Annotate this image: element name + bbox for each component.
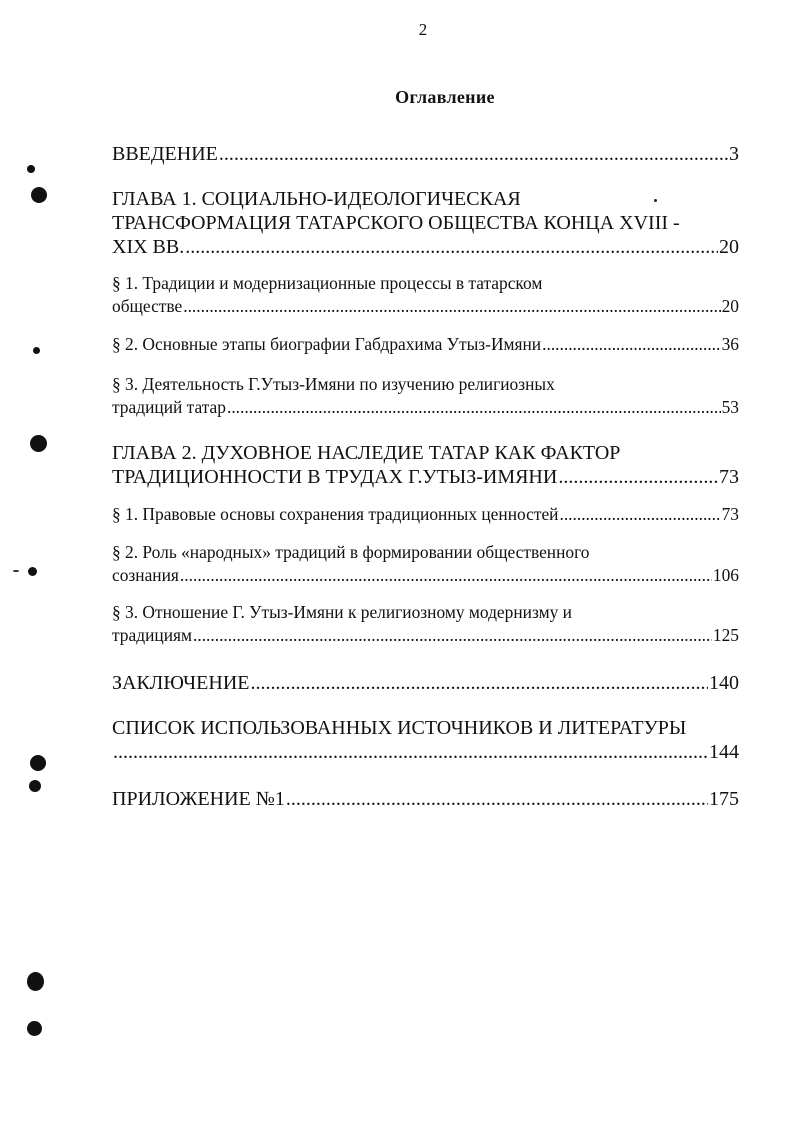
- punch-hole-mark: [27, 165, 35, 173]
- dot-leader: [180, 564, 712, 587]
- toc-entry-concl: [112, 671, 739, 695]
- toc-entry-text: традиций татар: [112, 397, 226, 417]
- toc-entry-line: § 3. Деятельность Г.Утыз-Имяни по изучению религиозных: [112, 374, 555, 394]
- toc-entry-line: ГЛАВА 1. СОЦИАЛЬНО-ИДЕОЛОГИЧЕСКАЯ: [112, 188, 521, 210]
- dot-leader: [559, 503, 720, 526]
- toc-entry-line: § 2. Роль «народных» традиций в формировании общественного: [112, 542, 590, 562]
- toc-page-number: 140: [709, 672, 739, 694]
- punch-hole-mark: [33, 347, 40, 354]
- toc-page-number: 36: [721, 334, 739, 354]
- toc-page-number: 73: [721, 504, 739, 524]
- toc-page-number: 3: [729, 143, 739, 165]
- toc-entry-sources: [112, 716, 739, 764]
- dot-leader: [113, 740, 708, 764]
- toc-entry-leader-line: [112, 503, 739, 526]
- toc-entry-leader-line: [112, 295, 739, 318]
- toc-entry-leader-line: [112, 624, 739, 647]
- toc-entry-line: ГЛАВА 2. ДУХОВНОЕ НАСЛЕДИЕ ТАТАР КАК ФАКТОР: [112, 442, 621, 464]
- dot-leader: [183, 295, 720, 318]
- toc-entry-leader-line: [112, 787, 739, 811]
- punch-hole-mark: [29, 780, 41, 792]
- toc-page-number: 73: [719, 466, 739, 488]
- toc-page-number: 175: [709, 788, 739, 810]
- toc-title: Оглавление: [395, 87, 495, 107]
- dot-leader: [250, 671, 708, 695]
- toc-entry-leader-line: [112, 235, 739, 259]
- toc-entry-ch2: [112, 441, 739, 489]
- toc-entry-text: традициям: [112, 625, 192, 645]
- toc-entry-leader-line: [112, 465, 739, 489]
- punch-hole-mark: [31, 187, 47, 203]
- toc-entry-s2_2: [112, 541, 739, 587]
- toc-page-number: 144: [709, 741, 739, 763]
- punch-hole-mark: [30, 755, 46, 771]
- toc-page-number: 20: [719, 236, 739, 258]
- toc-entry-text: ЗАКЛЮЧЕНИЕ: [112, 672, 250, 694]
- toc-entry-leader-line: [112, 671, 739, 695]
- toc-entry-text: § 2. Основные этапы биографии Габдрахима Утыз-Имяни: [112, 334, 542, 354]
- toc-entry-s2_1: [112, 503, 739, 526]
- toc-entry-leader-line: [112, 740, 739, 764]
- toc-entry-s2_3: [112, 601, 739, 647]
- dot-leader: [542, 333, 720, 356]
- dot-leader: [286, 787, 708, 811]
- toc-page-number: 106: [712, 565, 739, 585]
- toc-entry-leader-line: [112, 564, 739, 587]
- toc-entry-text: XIX ВВ.: [112, 236, 185, 258]
- toc-entry-leader-line: [112, 142, 739, 166]
- toc-entry-s1_3: [112, 373, 739, 419]
- punch-hole-mark: [28, 567, 37, 576]
- toc-entry-text: ВВЕДЕНИЕ: [112, 143, 218, 165]
- toc-entry-s1_2: [112, 333, 739, 356]
- toc-entry-leader-line: [112, 333, 739, 356]
- toc-entry-text: ПРИЛОЖЕНИЕ №1: [112, 788, 285, 810]
- toc-entry-s1_1: [112, 272, 739, 318]
- toc-entry-text: сознания: [112, 565, 179, 585]
- toc-entry-line: § 3. Отношение Г. Утыз-Имяни к религиозному модернизму и: [112, 602, 572, 622]
- dot-leader: [219, 142, 728, 166]
- punch-hole-mark: [27, 972, 44, 991]
- toc-entry-app1: [112, 787, 739, 811]
- toc-page-number: 125: [712, 625, 739, 645]
- toc-entry-text: § 1. Правовые основы сохранения традиционных ценностей: [112, 504, 559, 524]
- punch-hole-mark: [30, 435, 47, 452]
- toc-entry-text: обществе: [112, 296, 183, 316]
- toc-entry-line: ТРАНСФОРМАЦИЯ ТАТАРСКОГО ОБЩЕСТВА КОНЦА XVIII -: [112, 212, 680, 234]
- toc-entry-line: § 1. Традиции и модернизационные процессы в татарском: [112, 273, 543, 293]
- dot-leader: [558, 465, 718, 489]
- toc-page-number: 20: [721, 296, 739, 316]
- dot-leader: [193, 624, 712, 647]
- punch-hole-mark: [27, 1021, 42, 1036]
- page-number: 2: [418, 20, 428, 39]
- toc-page-number: 53: [721, 397, 739, 417]
- dot-leader: [185, 235, 718, 259]
- toc-entry-intro: [112, 142, 739, 166]
- scan-speck: [654, 199, 657, 202]
- scan-speck: [13, 570, 19, 572]
- toc-entry-line: СПИСОК ИСПОЛЬЗОВАННЫХ ИСТОЧНИКОВ И ЛИТЕРАТУРЫ: [112, 717, 687, 739]
- toc-entry-text: ТРАДИЦИОННОСТИ В ТРУДАХ Г.УТЫЗ-ИМЯНИ: [112, 466, 558, 488]
- dot-leader: [227, 396, 721, 419]
- toc-entry-ch1: [112, 187, 739, 259]
- toc-entry-leader-line: [112, 396, 739, 419]
